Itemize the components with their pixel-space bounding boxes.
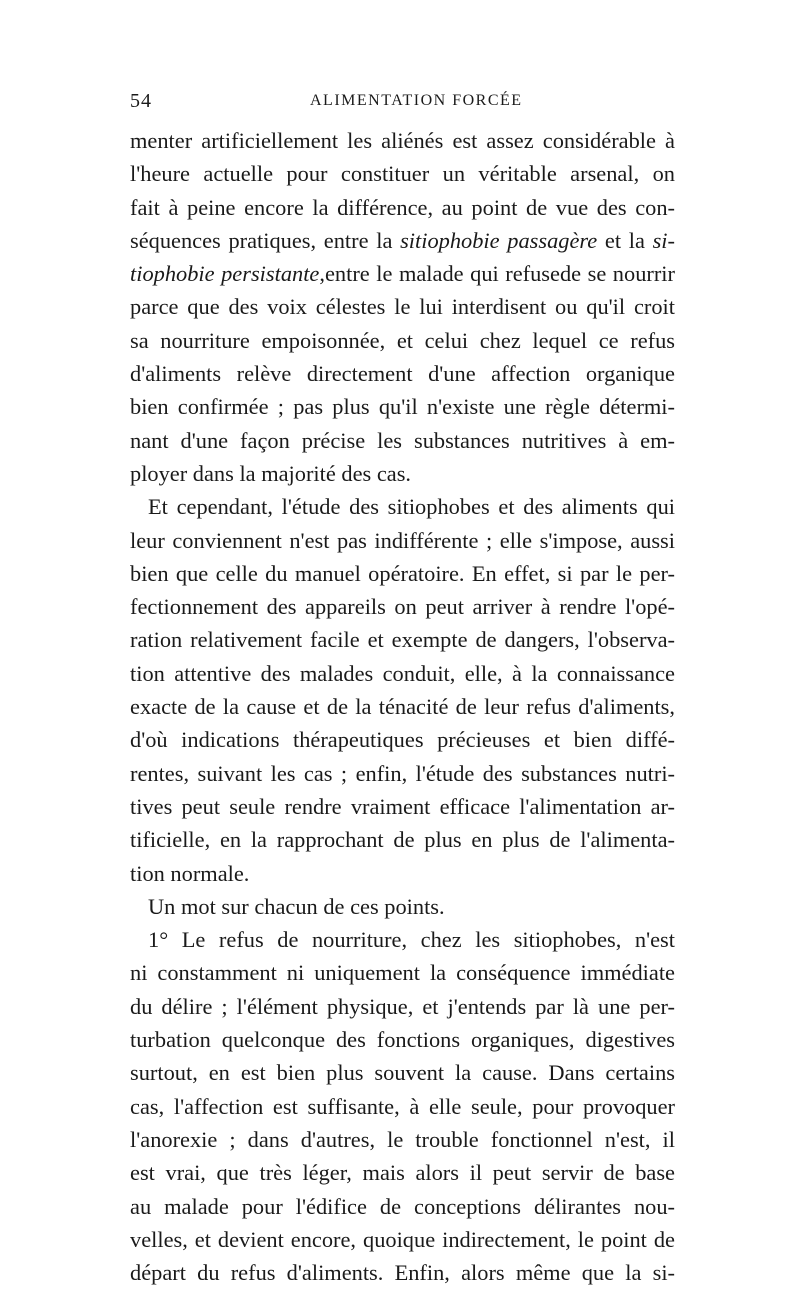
italic-term: si- [652,227,675,253]
text-line: est vrai, que très léger, mais alors il peut servir de base [130,1160,675,1186]
page-header [130,90,675,116]
page-number: 54 [130,90,152,112]
text-line: départ du refus d'aliments. Enfin, alors même que la si- [130,1260,675,1286]
text-line: leur conviennent n'est pas indifférente ; elle s'impose, aussi [130,527,675,553]
text-line: ration relativement facile et exempte de dangers, l'observa- [130,627,675,653]
text-line: nant d'une façon précise les substances nutritives à em- [130,427,675,453]
text-line: tives peut seule rendre vraiment efficace l'alimentation ar- [130,793,675,819]
text-line: l'heure actuelle pour constituer un véritable arsenal, on [130,161,675,187]
body-text [130,124,675,1289]
text-line: Et cependant, l'étude des sitiophobes et des aliments qui [148,494,675,520]
text-line: parce que des voix célestes le lui interdisent ou qu'il croit [130,294,675,320]
italic-term: sitiophobie passagère [400,227,598,253]
text-line: bien que celle du manuel opératoire. En effet, si par le per- [130,560,675,586]
text-line: l'anorexie ; dans d'autres, le trouble fonctionnel n'est, il [130,1126,675,1152]
text-line: tificielle, en la rapprochant de plus en plus de l'alimenta- [130,827,675,853]
text-line: au malade pour l'édifice de conceptions délirantes nou- [130,1193,675,1219]
text-line: bien confirmée ; pas plus qu'il n'existe une règle détermi- [130,394,675,420]
italic-term: tiophobie persistante [130,261,320,287]
text-line: surtout, en est bien plus souvent la cause. Dans certains [130,1060,675,1086]
text-line: exacte de la cause et de la ténacité de leur refus d'aliments, [130,694,675,720]
text-line: 1° Le refus de nourriture, chez les sitiophobes, n'est [148,927,675,953]
text-line: cas, l'affection est suffisante, à elle seule, pour provoquer [130,1093,675,1119]
text-line: tion attentive des malades conduit, elle, à la connaissance [130,660,675,686]
text-line [130,257,675,290]
text-line: menter artificiellement les aliénés est assez considérable à [130,128,675,153]
text-line: d'où indications thérapeutiques précieuses et bien diffé- [130,727,675,753]
text-line: du délire ; l'élément physique, et j'entends par là une per- [130,993,675,1019]
text-line: d'aliments relève directement d'une affection organique [130,361,675,387]
text-line: tion normale. [130,860,250,886]
text-run: séquences pratiques, entre la [130,227,401,253]
text-line [130,224,675,257]
text-run: et la [597,227,653,253]
text-line: rentes, suivant les cas ; enfin, l'étude des substances nutri- [130,760,675,786]
running-title: ALIMENTATION FORCÉE [310,92,523,109]
text-line: ni constamment ni uniquement la conséquence immédiate [130,960,675,986]
text-line: fait à peine encore la différence, au point de vue des con- [130,194,675,220]
text-line: turbation quelconque des fonctions organiques, digestives [130,1027,675,1053]
text-line: fectionnement des appareils on peut arriver à rendre l'opé- [130,594,675,620]
text-line: ployer dans la majorité des cas. [130,460,412,486]
text-run: ,entre le malade qui refusede se nourrir [319,261,675,287]
text-line: sa nourriture empoisonnée, et celui chez lequel ce refus [130,327,675,353]
text-line: Un mot sur chacun de ces points. [148,893,445,919]
text-line: velles, et devient encore, quoique indirectement, le point de [130,1226,675,1252]
